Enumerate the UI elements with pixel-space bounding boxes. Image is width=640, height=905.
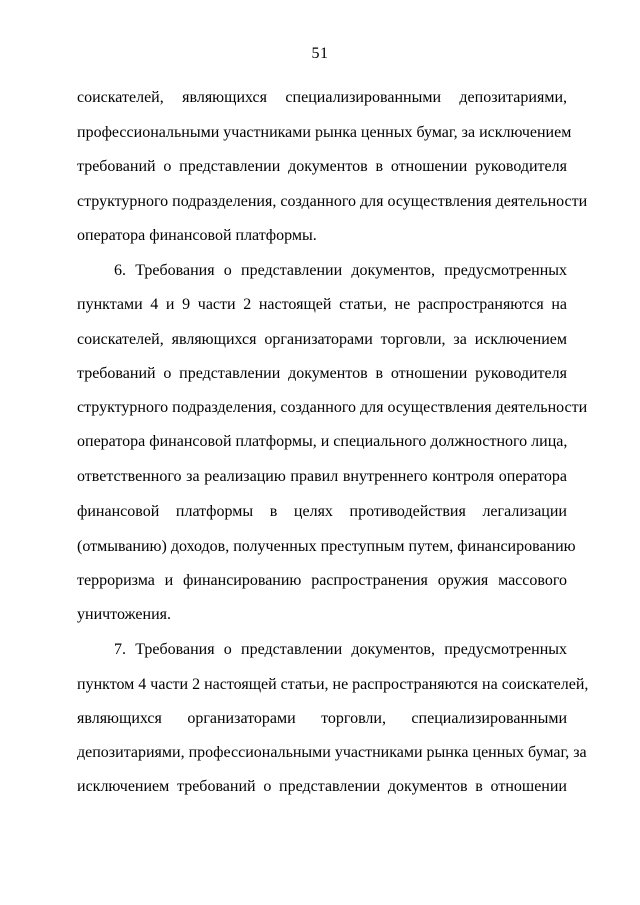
text-line: ответственного за реализацию правил внутреннего контроля оператора (77, 468, 567, 485)
text-line: структурного подразделения, созданного для осуществления деятельности (77, 193, 588, 210)
text-line: исключением требований о представлении документов в отношении (77, 778, 567, 795)
text-line: соискателей, являющихся организаторами торговли, за исключением (77, 331, 567, 348)
text-line: профессиональными участниками рынка ценных бумаг, за исключением (77, 124, 572, 141)
text-line: требований о представлении документов в отношении руководителя (77, 365, 567, 382)
text-line: финансовой платформы в целях противодействия легализации (77, 503, 567, 520)
page-number: 51 (311, 45, 329, 62)
text-line: терроризма и финансированию распространения оружия массового (77, 572, 567, 589)
text-line: уничтожения. (77, 606, 171, 623)
text-line: соискателей, являющихся специализированными депозитариями, (77, 89, 567, 106)
text-line: депозитариями, профессиональными участниками рынка ценных бумаг, за (77, 744, 587, 761)
text-line: требований о представлении документов в отношении руководителя (77, 158, 567, 175)
text-line: структурного подразделения, созданного для осуществления деятельности (77, 399, 588, 416)
text-line: 7. Требования о представлении документов, предусмотренных (114, 641, 567, 658)
text-line: (отмыванию) доходов, полученных преступным путем, финансированию (77, 538, 576, 555)
text-line: оператора финансовой платформы. (77, 227, 317, 244)
text-line: пунктами 4 и 9 части 2 настоящей статьи, не распространяются на (77, 296, 567, 313)
text-line: 6. Требования о представлении документов, предусмотренных (114, 262, 567, 279)
text-line: являющихся организаторами торговли, специализированными (77, 710, 567, 727)
text-line: оператора финансовой платформы, и специального должностного лица, (77, 433, 568, 450)
text-line: пунктом 4 части 2 настоящей статьи, не распространяются на соискателей, (77, 676, 589, 693)
